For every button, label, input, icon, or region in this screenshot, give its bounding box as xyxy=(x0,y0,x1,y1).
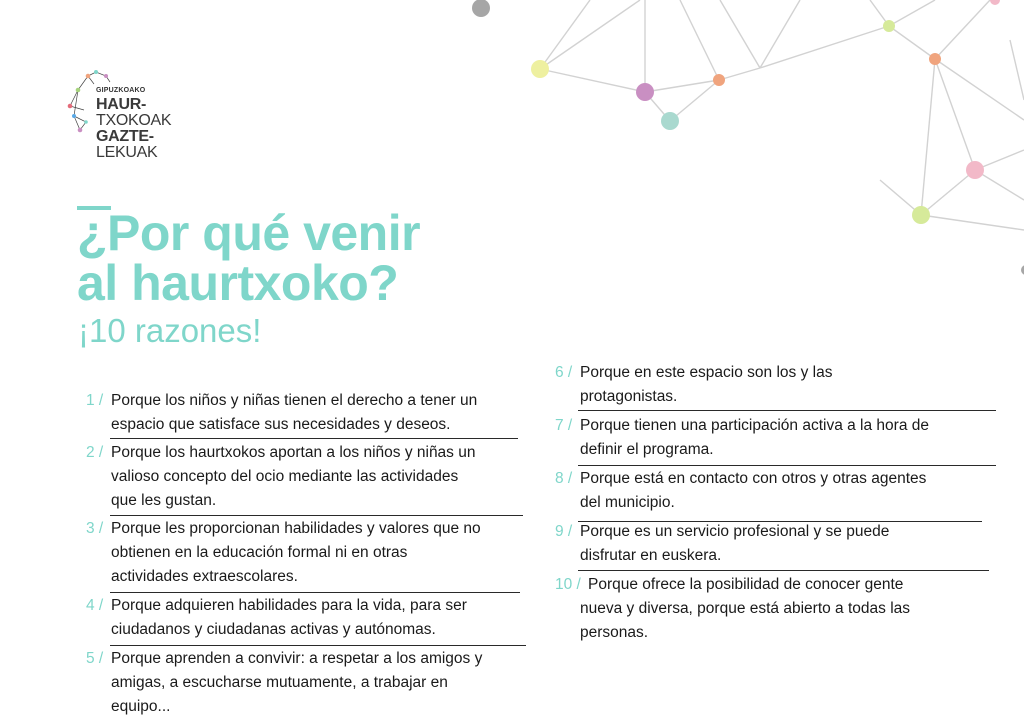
logo-word-haur: HAUR- xyxy=(96,96,147,113)
reason-item-4 xyxy=(86,594,526,642)
reason-text-line: actividades extraescolares. xyxy=(111,568,298,585)
reason-text-line: nueva y diversa, porque está abierto a todas las xyxy=(580,600,911,617)
reason-text-line: Porque ofrece la posibilidad de conocer gente xyxy=(588,576,904,593)
reason-text-line: Porque tienen una participación activa a la hora de xyxy=(580,417,929,434)
reason-divider xyxy=(110,438,518,439)
reason-text-line: personas. xyxy=(580,624,649,641)
reason-number: 9 / xyxy=(555,523,573,540)
reason-text-line: protagonistas. xyxy=(580,388,678,405)
reason-text-line: equipo... xyxy=(111,698,171,715)
reason-text-line: definir el programa. xyxy=(580,441,714,458)
reason-text-line: obtienen en la educación formal ni en otras xyxy=(111,544,408,561)
reason-number: 5 / xyxy=(86,650,104,667)
reason-divider xyxy=(578,465,996,466)
reason-text-line: amigas, a escucharse mutuamente, a trabajar en xyxy=(111,674,448,691)
reason-text-line: Porque los haurtxokos aportan a los niños y niñas un xyxy=(111,444,476,461)
reason-number: 10 / xyxy=(555,576,581,593)
reason-number: 8 / xyxy=(555,470,573,487)
logo-word-gazte: GAZTE- xyxy=(96,128,154,145)
reason-item-7 xyxy=(555,414,995,462)
reason-text-line: Porque aprenden a convivir: a respetar a los amigos y xyxy=(111,650,483,667)
network-node xyxy=(990,0,1000,5)
reason-number: 1 / xyxy=(86,392,104,409)
reason-text-line: Porque los niños y niñas tienen el derecho a tener un xyxy=(111,392,478,409)
reason-item-6 xyxy=(555,361,995,409)
reason-number: 2 / xyxy=(86,444,104,461)
reason-number: 3 / xyxy=(86,520,104,537)
network-node xyxy=(912,206,930,224)
reason-item-10 xyxy=(555,573,995,645)
reason-item-3 xyxy=(86,517,526,589)
reason-item-1 xyxy=(86,389,526,437)
network-node xyxy=(531,60,549,78)
reason-divider xyxy=(110,592,520,593)
reason-item-5 xyxy=(86,647,526,719)
haurtxokoak-logo xyxy=(66,70,196,165)
reason-number: 6 / xyxy=(555,364,573,381)
reason-text-line: del municipio. xyxy=(580,494,675,511)
reason-text-line: Porque en este espacio son los y las xyxy=(580,364,833,381)
network-node xyxy=(661,112,679,130)
reason-text-line: disfrutar en euskera. xyxy=(580,547,722,564)
reason-text-line: que les gustan. xyxy=(111,492,217,509)
reason-divider xyxy=(110,645,526,646)
network-node xyxy=(636,83,654,101)
reason-divider xyxy=(578,410,996,411)
reason-text-line: Porque está en contacto con otros y otras agentes xyxy=(580,470,927,487)
reason-text-line: Porque les proporcionan habilidades y valores que no xyxy=(111,520,481,537)
reason-item-9 xyxy=(555,520,995,568)
logo-region-label: GIPUZKOAKO xyxy=(96,87,146,94)
page-title xyxy=(77,205,421,311)
reason-item-8 xyxy=(555,467,995,515)
reason-number: 4 / xyxy=(86,597,104,614)
reason-number: 7 / xyxy=(555,417,573,434)
reason-text-line: Porque adquieren habilidades para la vida, para ser xyxy=(111,597,467,614)
reason-text-line: Porque es un servicio profesional y se puede xyxy=(580,523,890,540)
reason-divider xyxy=(110,515,523,516)
reason-item-2 xyxy=(86,441,526,513)
title-line-1: ¿Por qué venir xyxy=(77,205,421,261)
logo-word-txokoak: TXOKOAK xyxy=(96,112,172,129)
network-node xyxy=(966,161,984,179)
title-line-2: al haurtxoko? xyxy=(77,255,399,311)
logo-word-lekuak: LEKUAK xyxy=(96,144,158,161)
network-node xyxy=(472,0,490,17)
page-subtitle: ¡10 razones! xyxy=(78,312,262,349)
reason-text-line: espacio que satisface sus necesidades y deseos. xyxy=(111,416,451,433)
reason-text-line: ciudadanos y ciudadanas activas y autónomas. xyxy=(111,621,436,638)
reason-divider xyxy=(578,570,989,571)
reason-text-line: valioso concepto del ocio mediante las actividades xyxy=(111,468,459,485)
network-node xyxy=(883,20,895,32)
network-node xyxy=(713,74,725,86)
network-node xyxy=(929,53,941,65)
